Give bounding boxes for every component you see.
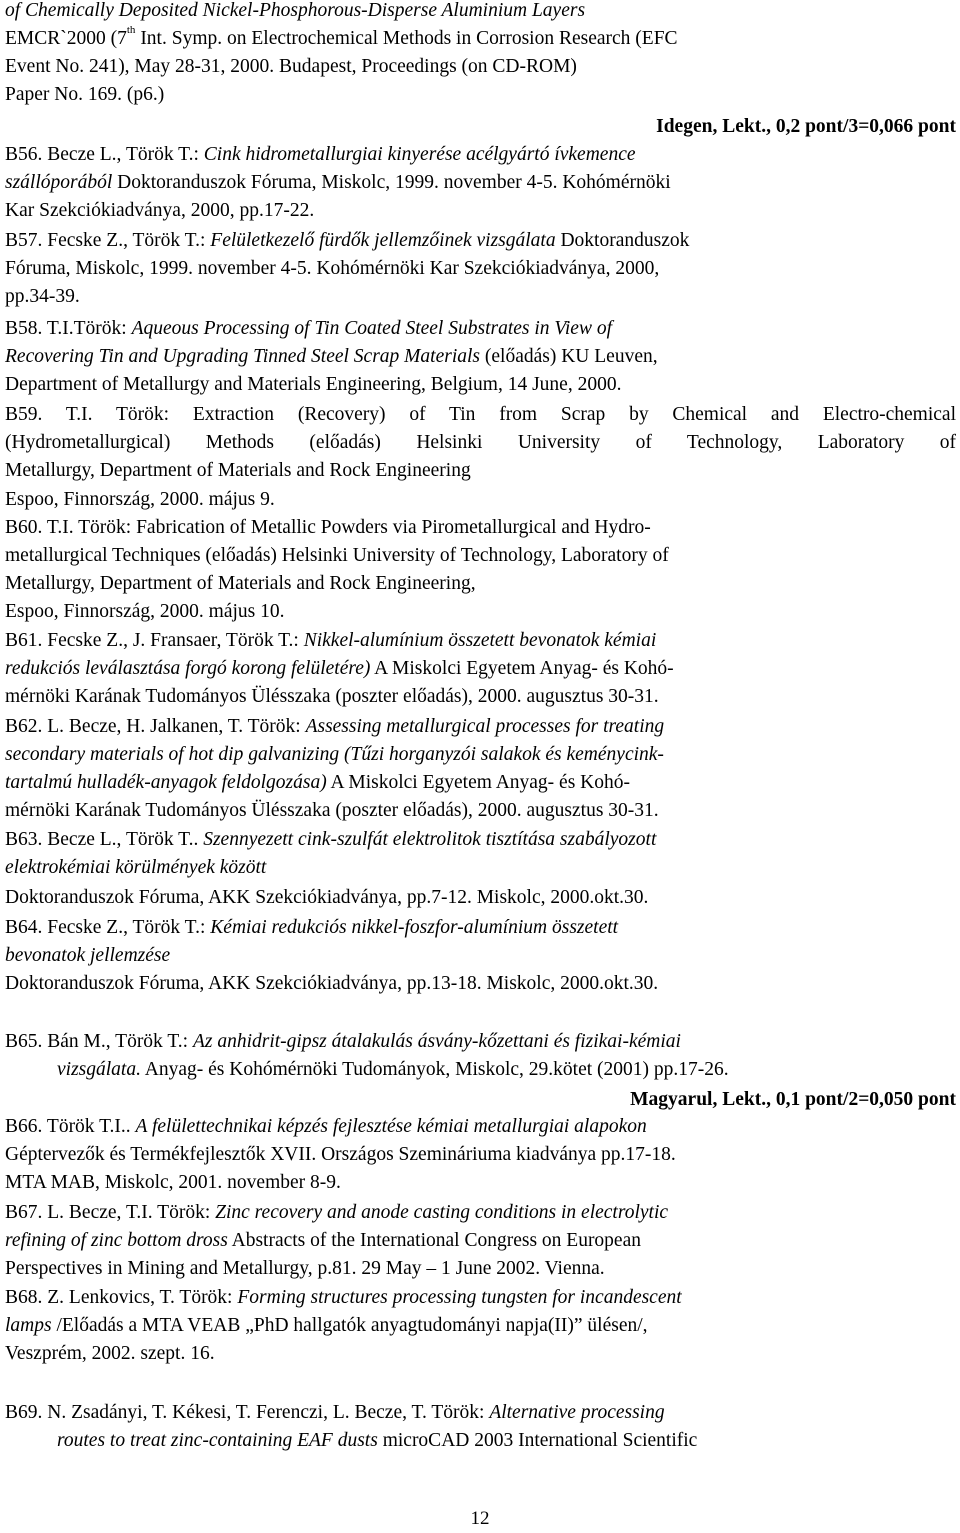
text-segment: B56. Becze L., Török T.: <box>5 144 204 165</box>
text-line <box>5 713 956 741</box>
text-line <box>5 0 956 25</box>
text-line <box>5 570 956 598</box>
text-line <box>5 1169 956 1197</box>
text-line <box>5 169 956 197</box>
text-segment: EMCR`2000 (7 <box>5 28 127 49</box>
italic-title: Zinc recovery and anode casting conditions in electrolytic <box>215 1202 669 1223</box>
text-segment: B68. Z. Lenkovics, T. Török: <box>5 1287 238 1308</box>
text-segment: Idegen, Lekt., 0,2 pont/3=0,066 pont <box>656 116 956 137</box>
italic-title: Cink hidrometallurgiai kinyerése acélgyártó ívkemence <box>203 144 636 165</box>
text-line <box>5 1199 956 1227</box>
text-segment: Veszprém, 2002. szept. 16. <box>5 1343 215 1364</box>
text-segment: (Hydrometallurgical) Methods (előadás) Helsinki University of Technology, Laboratory of <box>5 432 956 453</box>
text-segment: B62. L. Becze, H. Jalkanen, T. Török: <box>5 716 306 737</box>
text-segment: mérnöki Karának Tudományos Ülésszaka (poszter előadás), 2000. augusztus 30-31. <box>5 686 659 707</box>
text-line <box>5 197 956 225</box>
text-segment: (előadás) KU Leuven, <box>480 346 658 367</box>
text-line <box>5 826 956 854</box>
text-line <box>5 81 956 109</box>
text-segment: Department of Metallurgy and Materials Engineering, Belgium, 14 June, 2000. <box>5 374 622 395</box>
text-line <box>5 401 956 429</box>
text-line <box>5 797 956 825</box>
text-segment: B66. Török T.I.. <box>5 1116 136 1137</box>
text-line <box>5 914 956 942</box>
italic-title: lamps <box>5 1315 52 1336</box>
text-line <box>5 53 956 81</box>
text-segment: Géptervezők és Termékfejlesztők XVII. Országos Szemináriuma kiadványa pp.17-18. <box>5 1144 676 1165</box>
text-segment: B63. Becze L., Török T.. <box>5 829 204 850</box>
text-segment: Anyag- és Kohómérnöki Tudományok, Miskolc, 29.kötet (2001) pp.17-26. <box>140 1059 729 1080</box>
text-line <box>5 884 956 912</box>
text-line <box>5 343 956 371</box>
text-line <box>5 283 956 311</box>
text-line <box>5 1399 956 1427</box>
text-line <box>57 1056 956 1084</box>
text-line <box>5 1227 956 1255</box>
text-line <box>656 113 956 141</box>
text-line <box>5 1340 956 1368</box>
text-segment: B64. Fecske Z., Török T.: <box>5 917 211 938</box>
text-line <box>5 1284 956 1312</box>
text-segment: A Miskolci Egyetem Anyag- és Kohó- <box>326 772 631 793</box>
text-line <box>5 429 956 457</box>
text-line <box>5 227 956 255</box>
text-line <box>5 1113 956 1141</box>
text-line <box>5 25 956 53</box>
text-segment: th <box>126 24 136 36</box>
text-segment: B69. N. Zsadányi, T. Kékesi, T. Ferenczi, L. Becze, T. Török: <box>5 1402 490 1423</box>
text-line <box>5 315 956 343</box>
text-segment: /Előadás a MTA VEAB „PhD hallgatók anyagtudományi napja(II)” ülésen/, <box>51 1315 648 1336</box>
text-segment: Paper No. 169. (p6.) <box>5 84 165 105</box>
text-line <box>5 1312 956 1340</box>
text-segment: microCAD 2003 International Scientific <box>377 1430 698 1451</box>
text-segment: B60. T.I. Török: Fabrication of Metallic Powders via Pirometallurgical and Hydro- <box>5 517 651 538</box>
italic-title: Az anhidrit-gipsz átalakulás ásvány-kőzettani és fizikai-kémiai <box>192 1031 681 1052</box>
text-line <box>5 255 956 283</box>
text-segment: Magyarul, Lekt., 0,1 pont/2=0,050 pont <box>630 1089 956 1110</box>
text-segment: Int. Symp. on Electrochemical Methods in Corrosion Research (EFC <box>135 28 678 49</box>
text-line <box>5 854 956 882</box>
text-line <box>5 457 956 485</box>
text-segment: Espoo, Finnország, 2000. május 9. <box>5 489 275 510</box>
text-line <box>5 514 956 542</box>
text-segment: Metallurgy, Department of Materials and Rock Engineering, <box>5 573 476 594</box>
text-segment: B61. Fecske Z., J. Fransaer, Török T.: <box>5 630 304 651</box>
text-line <box>5 486 956 514</box>
italic-title: Recovering Tin and Upgrading Tinned Steel Scrap Materials <box>5 346 480 367</box>
text-line <box>5 741 956 769</box>
text-segment: Abstracts of the International Congress on European <box>227 1230 641 1251</box>
italic-title: Forming structures processing tungsten for incandescent <box>237 1287 682 1308</box>
italic-title: redukciós leválasztása forgó korong felületére) <box>5 658 371 679</box>
italic-title: Szennyezett cink-szulfát elektrolitok tisztítása szabályozott <box>203 829 657 850</box>
italic-title: routes to treat zinc-containing EAF dusts <box>57 1430 378 1451</box>
italic-title: szállóporából <box>5 172 113 193</box>
italic-title: of Chemically Deposited Nickel-Phosphorous-Disperse Aluminium Layers <box>5 0 586 21</box>
text-line <box>5 942 956 970</box>
text-line <box>5 1255 956 1283</box>
text-line <box>5 1028 956 1056</box>
text-line <box>5 627 956 655</box>
text-segment: Doktoranduszok <box>555 230 690 251</box>
italic-title: Aqueous Processing of Tin Coated Steel Substrates in View of <box>131 318 612 339</box>
text-segment: Kar Szekciókiadványa, 2000, pp.17-22. <box>5 200 315 221</box>
italic-title: Nikkel-alumínium összetett bevonatok kémiai <box>303 630 657 651</box>
text-line <box>5 769 956 797</box>
italic-title: refining of zinc bottom dross <box>5 1230 228 1251</box>
italic-title: tartalmú hulladék-anyagok feldolgozása) <box>5 772 327 793</box>
text-segment: Perspectives in Mining and Metallurgy, p.81. 29 May – 1 June 2002. Vienna. <box>5 1258 605 1279</box>
text-segment: B65. Bán M., Török T.: <box>5 1031 193 1052</box>
page-number: 12 <box>470 1508 490 1529</box>
text-segment: A Miskolci Egyetem Anyag- és Kohó- <box>370 658 674 679</box>
italic-title: vizsgálata. <box>57 1059 141 1080</box>
text-segment: Metallurgy, Department of Materials and Rock Engineering <box>5 460 471 481</box>
italic-title: bevonatok jellemzése <box>5 945 171 966</box>
text-line <box>5 598 956 626</box>
text-line <box>5 683 956 711</box>
italic-title: Felületkezelő fürdők jellemzőinek vizsgálata <box>210 230 556 251</box>
text-line <box>5 1141 956 1169</box>
text-segment: mérnöki Karának Tudományos Ülésszaka (poszter előadás), 2000. augusztus 30-31. <box>5 800 659 821</box>
text-line <box>5 655 956 683</box>
text-segment: Doktoranduszok Fóruma, AKK Szekciókiadványa, pp.13-18. Miskolc, 2000.okt.30. <box>5 973 659 994</box>
italic-title: Kémiai redukciós nikkel-foszfor-alumínium összetett <box>210 917 619 938</box>
text-segment: Doktoranduszok Fóruma, AKK Szekciókiadványa, pp.7-12. Miskolc, 2000.okt.30. <box>5 887 649 908</box>
text-segment: B57. Fecske Z., Török T.: <box>5 230 211 251</box>
text-segment: Fóruma, Miskolc, 1999. november 4-5. Kohómérnöki Kar Szekciókiadványa, 2000, <box>5 258 660 279</box>
italic-title: elektrokémiai körülmények között <box>5 857 267 878</box>
italic-title: Alternative processing <box>489 1402 665 1423</box>
text-line <box>5 371 956 399</box>
text-line <box>5 970 956 998</box>
text-segment: B67. L. Becze, T.I. Török: <box>5 1202 216 1223</box>
text-segment: B59. T.I. Török: Extraction (Recovery) of Tin from Scrap by Chemical and Electro-chemical <box>5 404 956 425</box>
text-segment: pp.34-39. <box>5 286 80 307</box>
text-segment: Espoo, Finnország, 2000. május 10. <box>5 601 285 622</box>
italic-title: A felülettechnikai képzés fejlesztése kémiai metallurgiai alapokon <box>135 1116 647 1137</box>
text-segment: Event No. 241), May 28-31, 2000. Budapest, Proceedings (on CD-ROM) <box>5 56 577 77</box>
text-line <box>5 141 956 169</box>
text-line <box>630 1086 956 1114</box>
text-segment: B58. T.I.Török: <box>5 318 132 339</box>
italic-title: secondary materials of hot dip galvanizing (Tűzi horganyzói salakok és keménycink- <box>5 744 664 765</box>
text-line <box>5 542 956 570</box>
text-line <box>57 1427 956 1455</box>
text-segment: MTA MAB, Miskolc, 2001. november 8-9. <box>5 1172 341 1193</box>
text-segment: Doktoranduszok Fóruma, Miskolc, 1999. november 4-5. Kohómérnöki <box>112 172 671 193</box>
italic-title: Assessing metallurgical processes for treating <box>305 716 665 737</box>
text-segment: metallurgical Techniques (előadás) Helsinki University of Technology, Laboratory of <box>5 545 669 566</box>
